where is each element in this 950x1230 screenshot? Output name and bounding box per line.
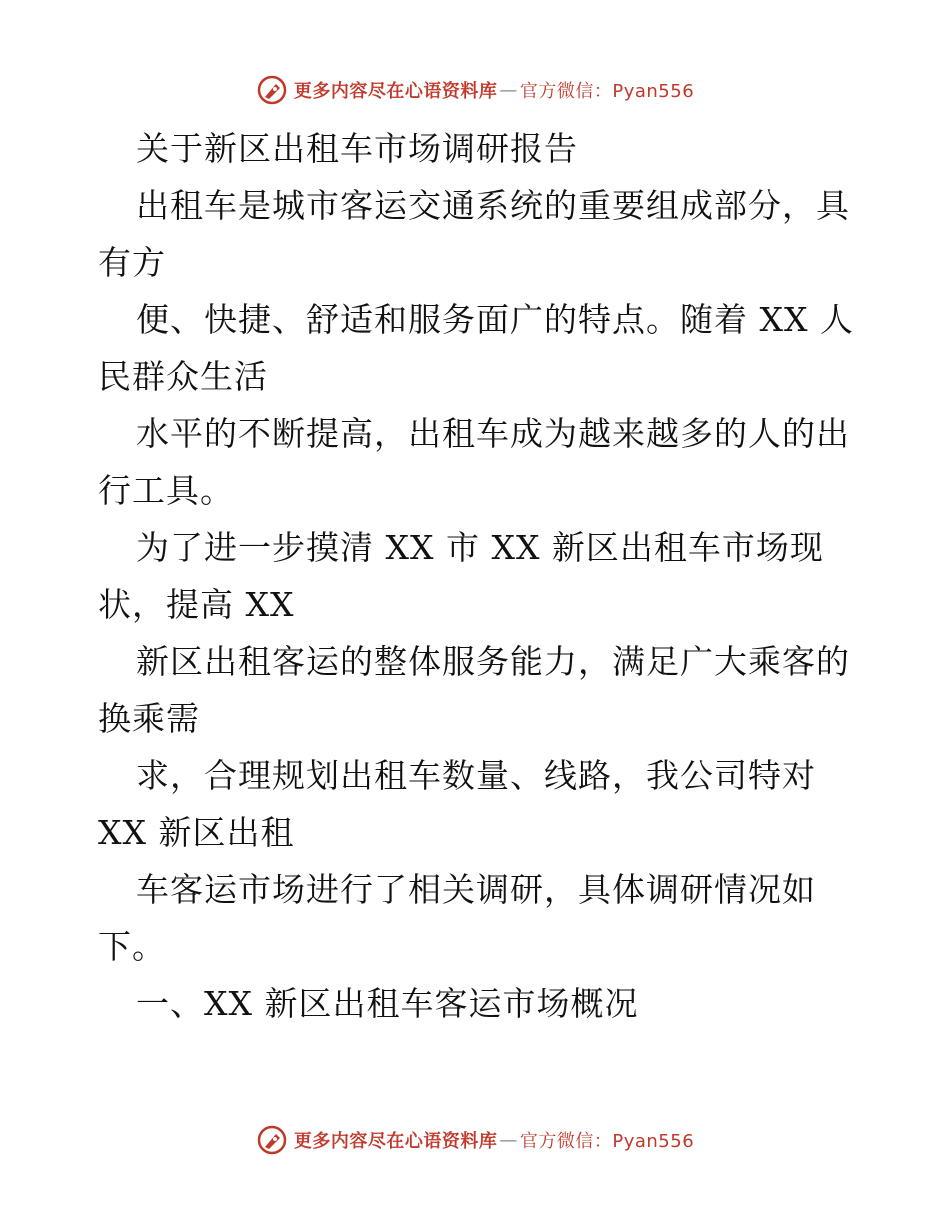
- paragraph-line: 便、快捷、舒适和服务面广的特点。随着 XX 人: [136, 300, 854, 339]
- paragraph-line: 民群众生活: [98, 357, 268, 396]
- paragraph-line: 出租车是城市客运交通系统的重要组成部分，具: [136, 186, 850, 225]
- watermark-wechat-text: 官方微信：Pyan556: [519, 1131, 695, 1152]
- paragraph-line: 水平的不断提高，出租车成为越来越多的人的出: [136, 414, 850, 453]
- section-heading: 一、XX 新区出租车客运市场概况: [136, 984, 639, 1023]
- paragraph-line: 新区出租客运的整体服务能力，满足广大乘客的: [136, 642, 850, 681]
- paragraph-line: 为了进一步摸清 XX 市 XX 新区出租车市场现: [136, 528, 824, 567]
- paragraph-line: 行工具。: [98, 471, 234, 510]
- paragraph-line: 车客运市场进行了相关调研，具体调研情况如: [136, 870, 816, 909]
- watermark-dash: —: [499, 79, 518, 101]
- paragraph-line: XX 新区出租: [98, 813, 295, 852]
- paragraph-line: 状，提高 XX: [98, 585, 295, 624]
- paragraph-line: 下。: [98, 927, 166, 966]
- paragraph-line: 换乘需: [98, 699, 200, 738]
- header-watermark-banner: [0, 70, 950, 110]
- footer-watermark-banner: [0, 1120, 950, 1160]
- document-title: 关于新区出租车市场调研报告: [136, 129, 578, 168]
- paragraph-line: 有方: [98, 243, 166, 282]
- document-body: [98, 120, 858, 1032]
- pen-nib-logo-icon: [256, 1124, 288, 1156]
- paragraph-line: 求，合理规划出租车数量、线路，我公司特对: [136, 756, 816, 795]
- watermark-wechat-text: 官方微信：Pyan556: [519, 81, 695, 102]
- watermark-main-text: 更多内容尽在心语资料库: [293, 81, 498, 102]
- pen-nib-logo-icon: [256, 74, 288, 106]
- watermark-main-text: 更多内容尽在心语资料库: [293, 1131, 498, 1152]
- watermark-dash: —: [499, 1129, 518, 1151]
